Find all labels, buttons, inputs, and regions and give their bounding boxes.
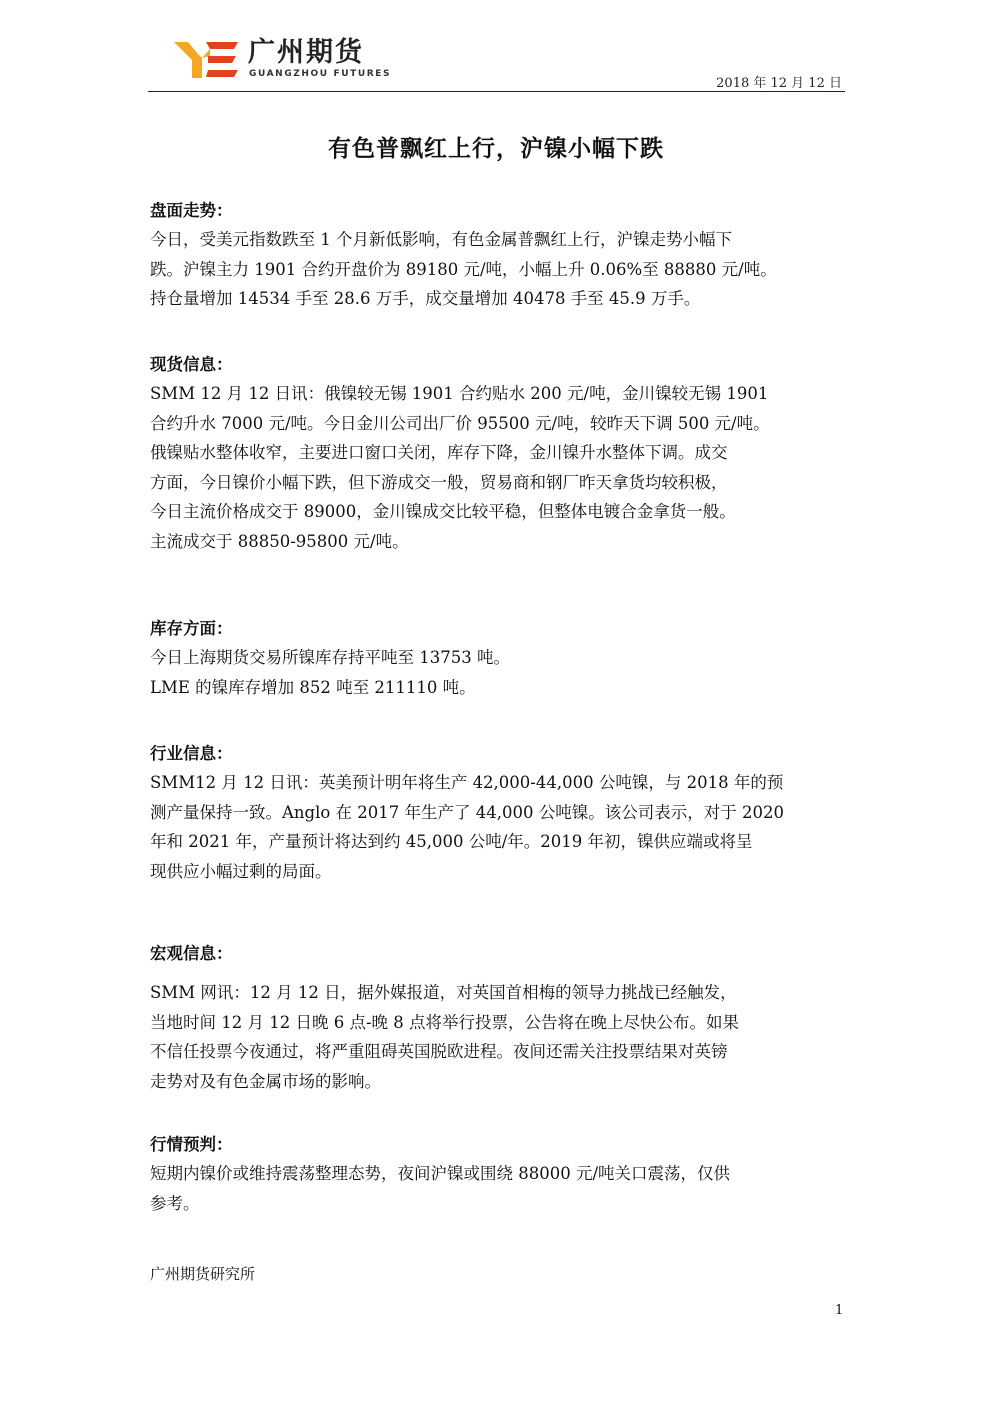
text-line: 合约升水 7000 元/吨。今日金川公司出厂价 95500 元/吨，较昨天下调 500 元/吨。 [150, 413, 770, 433]
section-body [150, 379, 845, 556]
header-divider [148, 91, 845, 92]
text-line: 现供应小幅过剩的局面。 [150, 861, 332, 881]
section-heading: 行情预判： [150, 1135, 233, 1154]
section-macro-info [150, 940, 845, 1096]
logo-english-name: GUANGZHOU FUTURES [249, 69, 392, 79]
text-line: LME 的镍库存增加 852 吨至 211110 吨。 [150, 677, 476, 697]
text-line: 今日上海期货交易所镍库存持平吨至 13753 吨。 [150, 648, 510, 667]
text-line: SMM 12 月 12 日讯：俄镍较无锡 1901 合约贴水 200 元/吨，金川镍较无锡 1901 [150, 384, 769, 403]
section-body [150, 768, 845, 886]
section-heading: 盘面走势： [150, 201, 233, 220]
page-number: 1 [835, 1303, 844, 1318]
section-heading: 现货信息： [150, 355, 233, 374]
text-line: 跌。沪镍主力 1901 合约开盘价为 89180 元/吨，小幅上升 0.06%至 88880 元/吨。 [150, 259, 777, 279]
report-date: 2018 年 12 月 12 日 [716, 76, 842, 91]
footer-organization: 广州期货研究所 [150, 1265, 256, 1283]
section-body [150, 225, 845, 314]
text-line: 今日，受美元指数跌至 1 个月新低影响，有色金属普飘红上行，沪镍走势小幅下 [150, 230, 732, 249]
text-line: 测产量保持一致。Anglo 在 2017 年生产了 44,000 公吨镍。该公司表示，对于 2020 [150, 802, 785, 822]
section-body [150, 1159, 845, 1218]
section-heading: 行业信息： [150, 744, 233, 763]
section-heading: 宏观信息： [150, 944, 233, 963]
section-spot-info [150, 351, 845, 556]
text-line: 主流成交于 88850-95800 元/吨。 [150, 531, 409, 551]
text-line: 参考。 [150, 1193, 200, 1213]
text-line: SMM 网讯：12 月 12 日，据外媒报道，对英国首相梅的领导力挑战已经触发， [150, 983, 737, 1002]
text-line: 俄镍贴水整体收窄，主要进口窗口关闭，库存下降，金川镍升水整体下调。成交 [150, 443, 728, 462]
section-heading: 库存方面： [150, 619, 233, 638]
text-line: 短期内镍价或维持震荡整理态势，夜间沪镍或围绕 88000 元/吨关口震荡，仅供 [150, 1164, 731, 1183]
report-title: 有色普飘红上行，沪镍小幅下跌 [328, 136, 664, 162]
section-industry-info [150, 740, 845, 886]
section-market-trend [150, 197, 845, 314]
text-line: SMM12 月 12 日讯：英美预计明年将生产 42,000-44,000 公吨镍，与 2018 年的预 [150, 773, 784, 792]
text-line: 走势对及有色金属市场的影响。 [150, 1071, 381, 1091]
section-outlook [150, 1131, 845, 1218]
text-line: 年和 2021 年，产量预计将达到约 45,000 公吨/年。2019 年初，镍供应端或将呈 [150, 832, 753, 851]
section-inventory [150, 615, 845, 702]
text-line: 今日主流价格成交于 89000，金川镍成交比较平稳，但整体电镀合金拿货一般。 [150, 502, 736, 521]
logo-chinese-name: 广州期货 [248, 37, 364, 68]
section-body [150, 643, 845, 702]
guangzhou-futures-logo-icon [172, 40, 242, 80]
company-logo [172, 37, 392, 84]
text-line: 方面，今日镍价小幅下跌，但下游成交一般，贸易商和钢厂昨天拿货均较积极， [150, 472, 728, 492]
text-line: 当地时间 12 月 12 日晚 6 点-晚 8 点将举行投票，公告将在晚上尽快公布。如果 [150, 1012, 740, 1032]
section-body [150, 978, 845, 1096]
text-line: 持仓量增加 14534 手至 28.6 万手，成交量增加 40478 手至 45.9 万手。 [150, 289, 701, 308]
text-line: 不信任投票今夜通过，将严重阻碍英国脱欧进程。夜间还需关注投票结果对英镑 [150, 1042, 728, 1061]
